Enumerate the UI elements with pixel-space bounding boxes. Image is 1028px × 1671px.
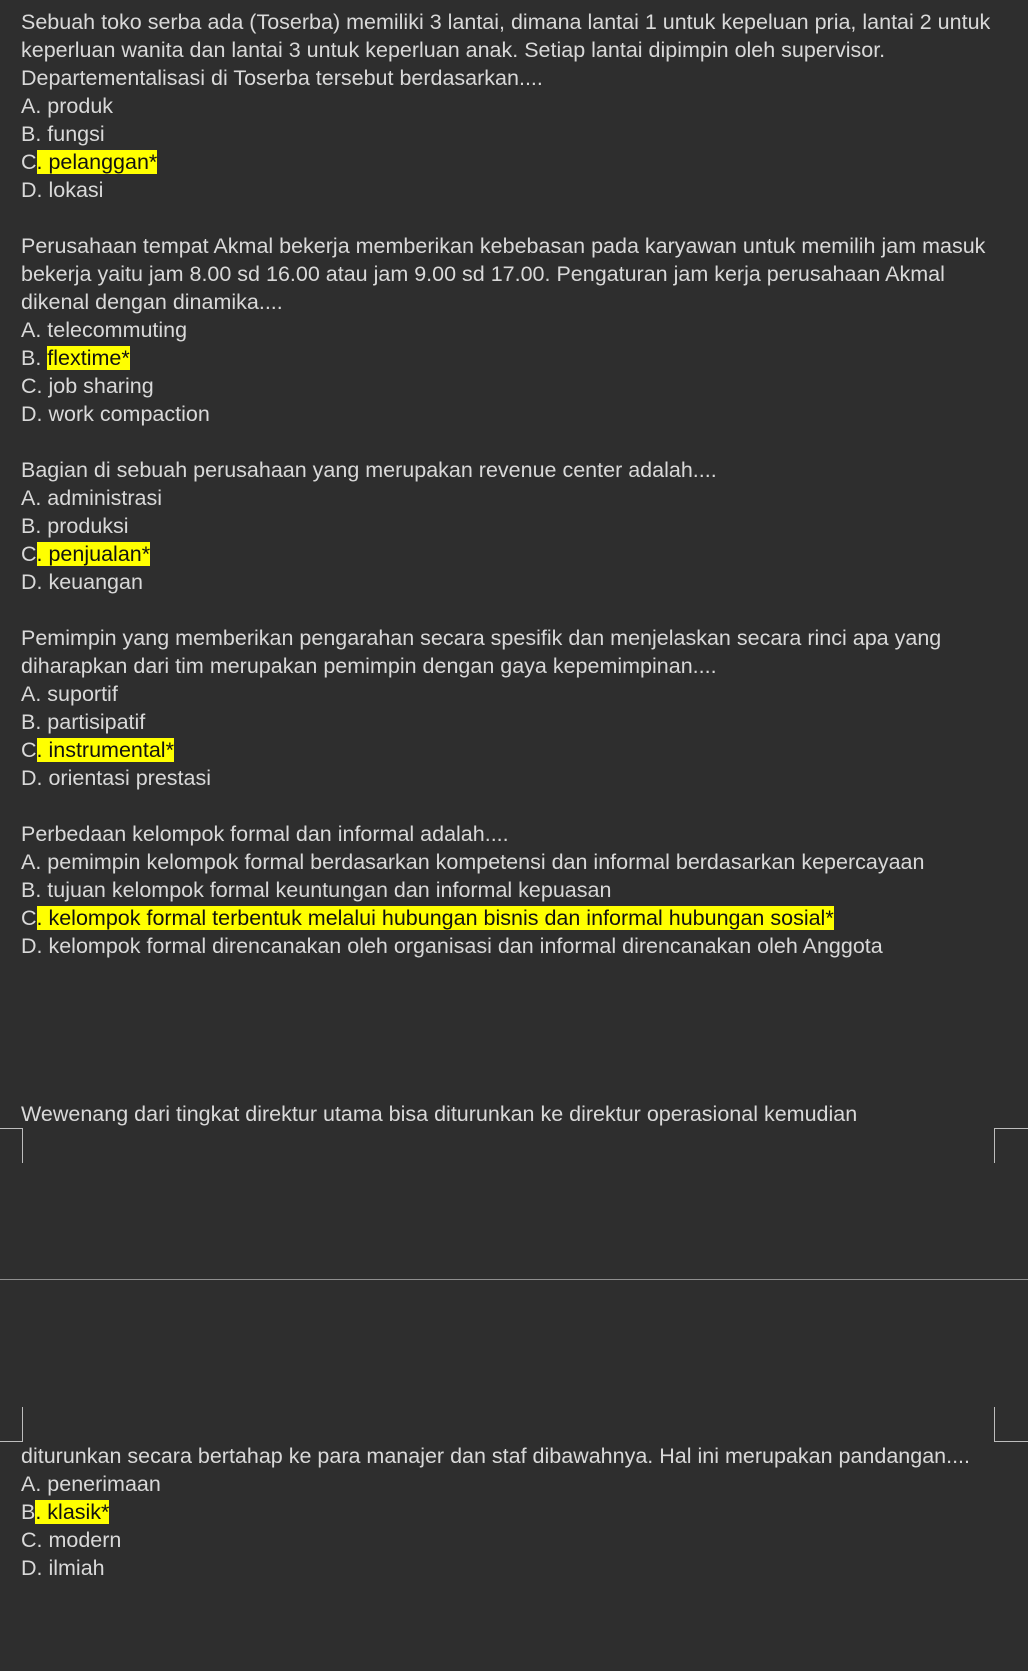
page-corner-mark — [0, 1128, 23, 1163]
page-corner-mark — [994, 1128, 1028, 1163]
option-c — [21, 1526, 1011, 1554]
question-text: Sebuah toko serba ada (Toserba) memiliki 3 lantai, dimana lantai 1 untuk kepeluan pria, lantai 2 untuk keperluan wanita dan lantai 3 untuk keperluan anak. Setiap lantai dipimpin oleh supervisor. Departementalisasi di Toserba tersebut berdasarkan.... — [21, 10, 997, 90]
question-3 — [21, 456, 1011, 596]
option-b — [21, 512, 1011, 540]
option-label: A. penerimaan — [21, 1472, 161, 1496]
option-b — [21, 120, 1011, 148]
option-b — [21, 344, 1011, 372]
option-a — [21, 92, 1011, 120]
option-b — [21, 876, 1011, 904]
page-break — [0, 1128, 1028, 1442]
option-d — [21, 400, 1011, 428]
option-a — [21, 484, 1011, 512]
option-label: D. keuangan — [21, 570, 143, 594]
option-label: B. produksi — [21, 514, 129, 538]
option-a — [21, 1470, 1011, 1498]
option-label: D. ilmiah — [21, 1556, 105, 1580]
option-label: B. — [21, 346, 48, 370]
option-label: A. telecommuting — [21, 318, 188, 342]
answer-highlight: . kelompok formal terbentuk melalui hubungan bisnis dan informal hubungan sosial* — [36, 906, 834, 930]
option-label: A. suportif — [21, 682, 118, 706]
option-a — [21, 680, 1011, 708]
option-c — [21, 904, 1011, 932]
question-1 — [21, 8, 1011, 204]
answer-highlight: . klasik* — [35, 1500, 110, 1524]
option-label: B. tujuan kelompok formal keuntungan dan informal kepuasan — [21, 878, 612, 902]
option-d — [21, 932, 1011, 960]
option-label: A. pemimpin kelompok formal berdasarkan kompetensi dan informal berdasarkan kepercayaan — [21, 850, 925, 874]
question-text: Perbedaan kelompok formal dan informal adalah.... — [21, 822, 509, 846]
document-body — [21, 8, 1011, 1582]
option-d — [21, 568, 1011, 596]
question-5 — [21, 820, 1011, 960]
option-label: B — [21, 1500, 36, 1524]
answer-highlight: . instrumental* — [36, 738, 174, 762]
option-c — [21, 540, 1011, 568]
option-label: D. orientasi prestasi — [21, 766, 211, 790]
option-label: A. produk — [21, 94, 114, 118]
option-label: D. kelompok formal direncanakan oleh organisasi dan informal direncanakan oleh Anggota — [21, 934, 883, 958]
option-a — [21, 316, 1011, 344]
question-text: Bagian di sebuah perusahaan yang merupakan revenue center adalah.... — [21, 458, 717, 482]
option-label: D. work compaction — [21, 402, 210, 426]
answer-highlight: flextime* — [47, 346, 130, 370]
option-d — [21, 764, 1011, 792]
option-label: B. partisipatif — [21, 710, 146, 734]
answer-highlight: . pelanggan* — [36, 150, 158, 174]
option-a — [21, 848, 1011, 876]
option-label: C — [21, 738, 37, 762]
question-6 — [21, 1100, 1011, 1582]
page-corner-mark — [994, 1407, 1028, 1442]
question-text: Pemimpin yang memberikan pengarahan secara spesifik dan menjelaskan secara rinci apa yang diharapkan dari tim merupakan pemimpin dengan gaya kepemimpinan.... — [21, 626, 948, 678]
option-label: C — [21, 542, 37, 566]
option-d — [21, 176, 1011, 204]
option-label: A. administrasi — [21, 486, 162, 510]
option-c — [21, 372, 1011, 400]
question-4 — [21, 624, 1011, 792]
option-label: C — [21, 150, 37, 174]
option-label: C. job sharing — [21, 374, 154, 398]
option-label: D. lokasi — [21, 178, 104, 202]
page-corner-mark — [0, 1407, 23, 1442]
page-break-line — [0, 1279, 1028, 1280]
option-d — [21, 1554, 1011, 1582]
question-text: Perusahaan tempat Akmal bekerja memberikan kebebasan pada karyawan untuk memilih jam masuk bekerja yaitu jam 8.00 sd 16.00 atau jam 9.00 sd 17.00. Pengaturan jam kerja perusahaan Akmal dikenal dengan dinamika.... — [21, 234, 992, 314]
question-2 — [21, 232, 1011, 428]
option-label: C — [21, 906, 37, 930]
question-text-part-2: diturunkan secara bertahap ke para manajer dan staf dibawahnya. Hal ini merupakan pandangan.... — [21, 1444, 971, 1468]
option-label: C. modern — [21, 1528, 122, 1552]
option-b — [21, 708, 1011, 736]
option-b — [21, 1498, 1011, 1526]
question-text-part-1: Wewenang dari tingkat direktur utama bisa diturunkan ke direktur operasional kemudian — [21, 1102, 858, 1126]
option-label: B. fungsi — [21, 122, 105, 146]
answer-highlight: . penjualan* — [36, 542, 151, 566]
option-c — [21, 736, 1011, 764]
option-c — [21, 148, 1011, 176]
